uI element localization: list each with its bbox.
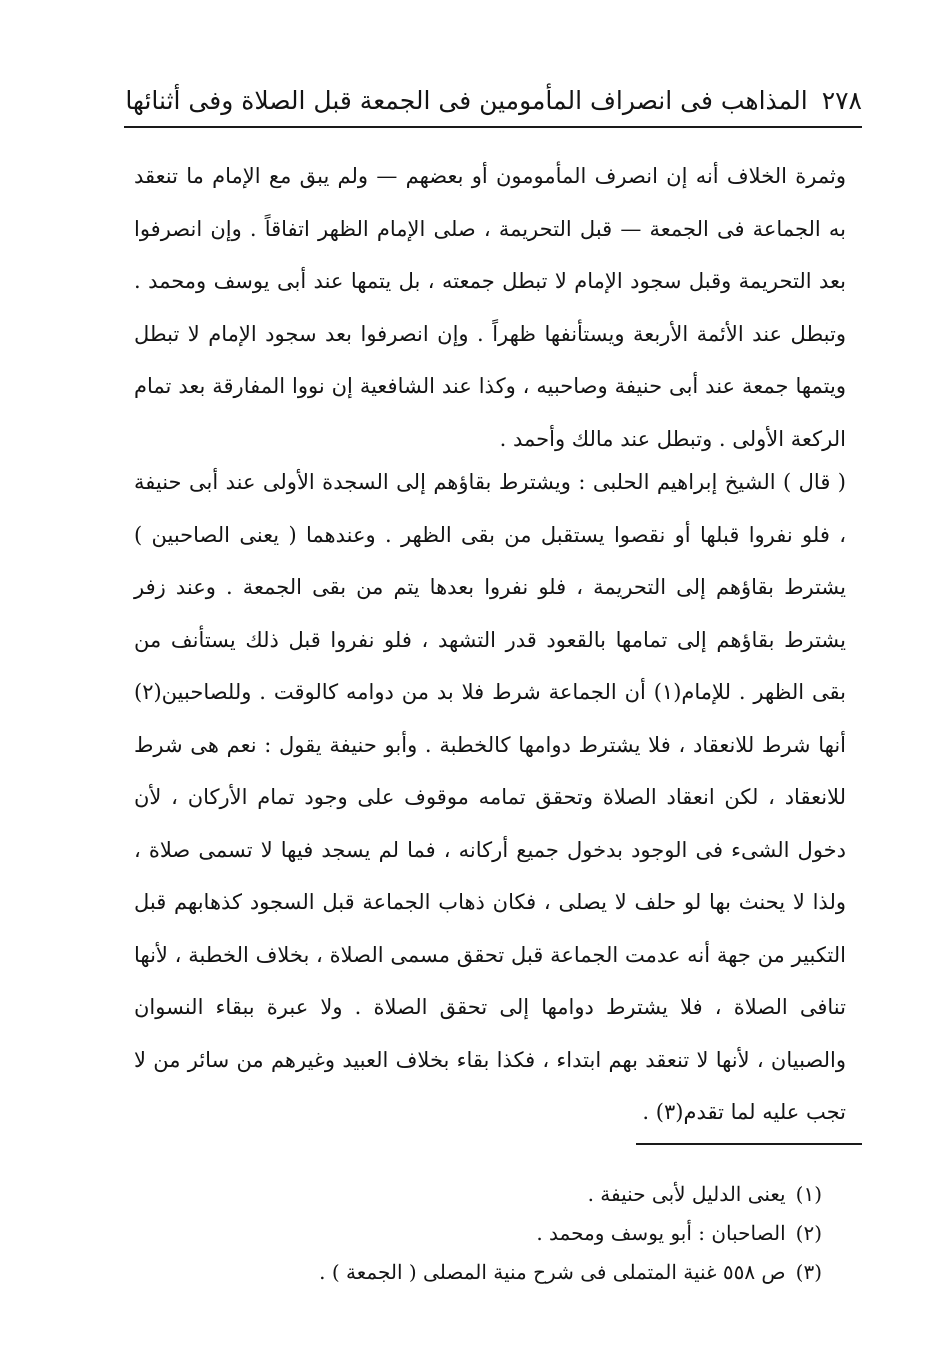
- paragraph-consequence-of-dispute: وثمرة الخلاف أنه إن انصرف المأمومون أو بعضهم — ولم يبق مع الإمام ما تنعقد به الجماعة فى الجمعة — قبل التحريمة ، صلى الإمام الظهر اتفاقاً . وإن انصرفوا بعد التحريمة وقبل سجود الإمام لا تبطل جمعته ، بل يتمها عند أبى يوسف ومحمد . وتبطل عند الأئمة الأربعة ويستأنفها ظهراً . وإن انصرفوا بعد سجود الإمام لا تبطل ويتمها جمعة عند أبى حنيفة وصاحبيه ، وكذا عند الشافعية إن نووا المفارقة بعد تمام الركعة الأولى . وتبطل عند مالك وأحمد .: [134, 164, 846, 451]
- footnote-1: [262, 1175, 822, 1214]
- footnote-marker: (١): [795, 1182, 822, 1206]
- header-rule: [124, 126, 862, 128]
- running-title: المذاهب فى انصراف المأمومين فى الجمعة قبل الصلاة وفى أثنائها: [125, 85, 808, 115]
- footnote-rule: [636, 1143, 862, 1145]
- footnote-marker: (٣): [795, 1260, 822, 1284]
- footnote-3: [262, 1253, 822, 1292]
- footnote-marker: (٢): [795, 1221, 822, 1245]
- footnote-text: يعنى الدليل لأبى حنيفة .: [587, 1182, 786, 1206]
- page-number: ٢٧٨: [821, 85, 862, 115]
- page-header: [124, 78, 862, 122]
- paragraph-halabi-quote: ( قال ) الشيخ إبراهيم الحلبى : ويشترط بقاؤهم إلى السجدة الأولى عند أبى حنيفة ، فلو نفروا قبلها أو نقصوا يستقبل من بقى الظهر . وعندهما ( يعنى الصاحبين ) يشترط بقاؤهم إلى التحريمة ، فلو نفروا بعدها يتم من بقى الجمعة . وعند زفر يشترط بقاؤهم إلى تمامها بالقعود قدر التشهد ، فلو نفروا قبل ذلك يستأنف من بقى الظهر . للإمام(١) أن الجماعة شرط فلا بد من دوامه كالوقت . وللصاحبين(٢) أنها شرط للانعقاد ، فلا يشترط دوامها كالخطبة . وأبو حنيفة يقول : نعم هى شرط للانعقاد ، لكن انعقاد الصلاة وتحقق تمامه موقوف على وجود تمام الأركان ، لأن دخول الشىء فى الوجود بدخول جميع أركانه ، فما لم يسجد فيها لا تسمى صلاة ، ولذا لا يحنث بها لو حلف لا يصلى ، فكان ذهاب الجماعة قبل السجود كذهابهم قبل التكبير من جهة أنه عدمت الجماعة قبل تحقق مسمى الصلاة ، بخلاف الخطبة ، لأنها تنافى الصلاة ، فلا يشترط دوامها إلى تحقق الصلاة . ولا عبرة ببقاء النسوان والصبيان ، لأنها لا تنعقد بهم ابتداء ، فكذا بقاء بخلاف العبيد وغيرهم من سائر من لا تجب عليه لما تقدم(٣) .: [134, 470, 846, 1124]
- footnotes: [262, 1175, 822, 1292]
- footnote-text: الصاحبان : أبو يوسف ومحمد .: [536, 1221, 786, 1245]
- footnote-text: ص ٥٥٨ غنية المتملى فى شرح منية المصلى ( الجمعة ) .: [319, 1260, 786, 1284]
- footnote-2: [262, 1214, 822, 1253]
